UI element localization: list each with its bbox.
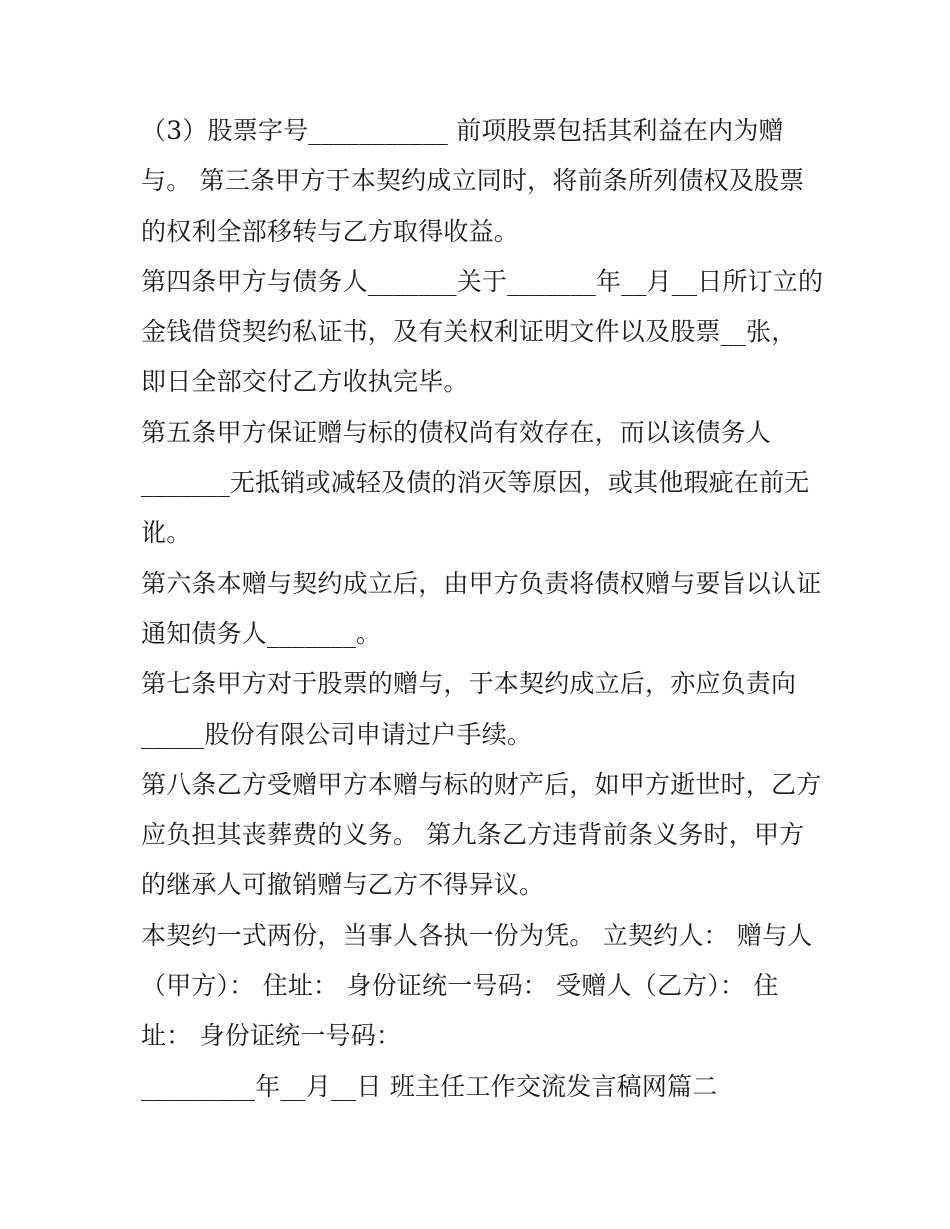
text-line: 第八条乙方受赠甲方本赠与标的财产后，如甲方逝世时，乙方 xyxy=(141,769,822,799)
text-line: 通知债务人_______。 xyxy=(141,618,382,648)
text-line: _____股份有限公司申请过户手续。 xyxy=(141,719,533,749)
text-line: 与。 第三条甲方于本契约成立同时，将前条所列债权及股票 xyxy=(141,166,805,196)
text-line: _______无抵销或减轻及债的消灭等原因，或其他瑕疵在前无 xyxy=(141,468,810,498)
text-line: 讹。 xyxy=(141,518,192,548)
text-line: 本契约一式两份，当事人各执一份为凭。 立契约人： 赠与人 xyxy=(141,920,813,950)
contract-body-text xyxy=(141,106,824,1112)
text-line: 的权利全部移转与乙方取得收益。 xyxy=(141,216,520,246)
text-line: 第五条甲方保证赠与标的债权尚有效存在，而以该债务人 xyxy=(141,417,772,447)
text-line: 即日全部交付乙方收执完毕。 xyxy=(141,367,469,397)
text-line: 应负担其丧葬费的义务。 第九条乙方违背前条义务时，甲方 xyxy=(141,820,805,850)
text-line: 第六条本赠与契约成立后，由甲方负责将债权赠与要旨以认证 xyxy=(141,568,822,598)
text-line: 金钱借贷契约私证书，及有关权利证明文件以及股票__张， xyxy=(141,317,797,347)
text-line: 址： 身份证统一号码： xyxy=(141,1021,402,1051)
text-line: （甲方）： 住址： 身份证统一号码： 受赠人（乙方）： 住 xyxy=(141,971,779,1001)
text-line: _________年__月__日 班主任工作交流发言稿网篇二 xyxy=(141,1071,718,1101)
text-line: 第七条甲方对于股票的赠与，于本契约成立后，亦应负责向 xyxy=(141,669,797,699)
text-line: 的继承人可撤销赠与乙方不得异议。 xyxy=(141,870,545,900)
text-line: 第四条甲方与债务人_______关于_______年__月__日所订立的 xyxy=(141,266,824,296)
text-line: （3）股票字号___________ 前项股票包括其利益在内为赠 xyxy=(141,116,784,145)
